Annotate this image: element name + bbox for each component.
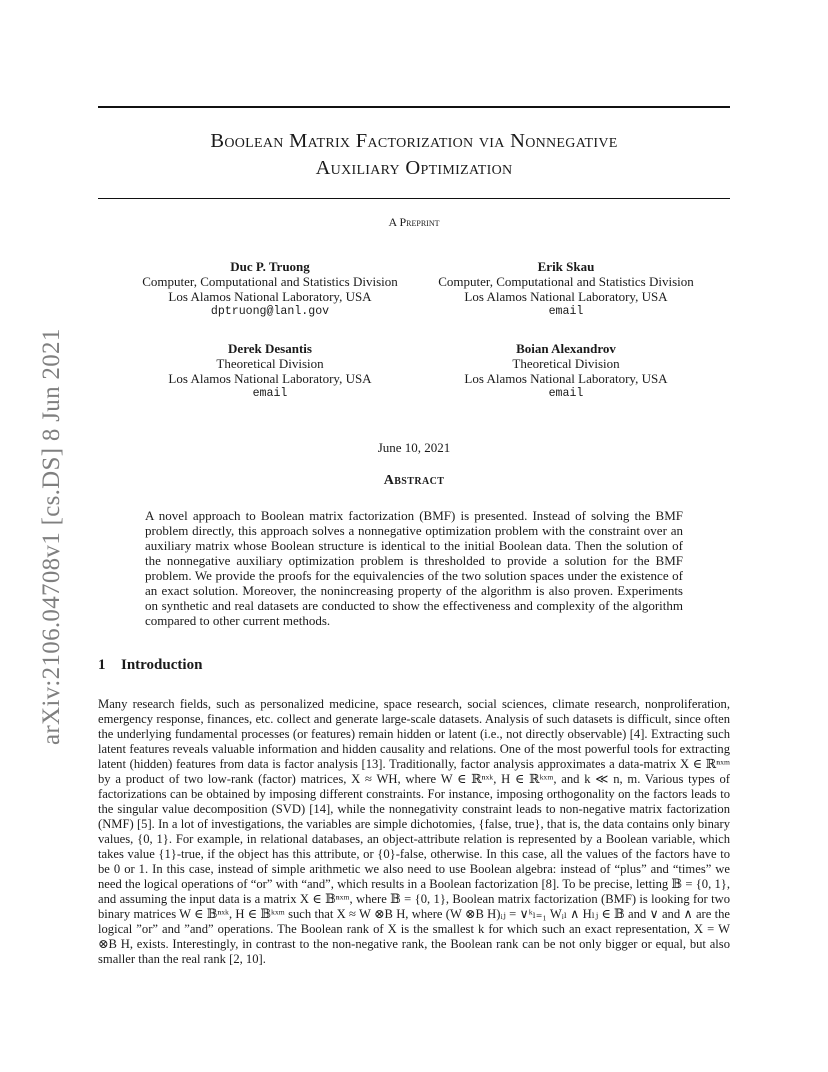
paper-title [98,128,730,182]
author-affiliation: Theoretical Division [216,356,324,371]
abstract-heading: Abstract [383,473,445,488]
preprint-label: A Preprint [388,215,440,229]
author-block [406,341,726,401]
author-affiliation: Theoretical Division [512,356,620,371]
author-institution: Los Alamos National Laboratory, USA [168,371,372,386]
author-block [110,341,430,401]
author-name: Erik Skau [537,259,595,274]
author-institution: Los Alamos National Laboratory, USA [464,371,668,386]
section-number: 1 [98,657,106,673]
author-institution: Los Alamos National Laboratory, USA [464,289,668,304]
author-institution: Los Alamos National Laboratory, USA [168,289,372,304]
section-heading [98,657,202,674]
author-email: email [252,387,288,400]
title-rule-bottom [98,198,730,199]
paper-title-line-2: Auxiliary Optimization [315,157,513,179]
arxiv-identifier: arXiv:2106.04708v1 [cs.DS] 8 Jun 2021 [38,328,65,745]
author-email: email [548,387,584,400]
author-email: email [548,305,584,318]
author-block [110,259,430,319]
author-name: Boian Alexandrov [516,341,616,356]
publication-date: June 10, 2021 [377,440,451,455]
author-block [406,259,726,319]
abstract-text: A novel approach to Boolean matrix factorization (BMF) is presented. Instead of solving the BMF problem directly, this approach solves a nonnegative optimization problem with the constraint over an auxiliary matrix whose Boolean structure is identical to the initial Boolean data. Then the solution of the nonnegative auxiliary optimization problem is thresholded to provide a solution for the BMF problem. We provide the proofs for the equivalencies of the two solution spaces under the existence of an exact solution. Moreover, the nonincreasing property of the algorithm is also proven. Experiments on synthetic and real datasets are conducted to show the effectiveness and complexity of the algorithm compared to other current methods. [145,508,683,628]
author-email: dptruong@lanl.gov [210,305,330,318]
paper-title-line-1: Boolean Matrix Factorization via Nonnegative [210,130,618,152]
section-title: Introduction [121,657,203,673]
author-name: Duc P. Truong [230,259,310,274]
author-affiliation: Computer, Computational and Statistics Division [142,274,398,289]
introduction-paragraph: Many research fields, such as personalized medicine, space research, social sciences, climate research, nonproliferation, emergency response, finances, etc. collect and generate large-scale datasets. Analysis of such datasets is difficult, since often the underlying fundamental processes (or features) remain hidden or latent (i.e., not directly observable) [4]. Extracting such latent features reveals valuable information and hidden causality and relations. One of the most powerful tools for extracting latent (hidden) features from data is factor analysis [13]. Traditionally, factor analysis approximates a data-matrix X ∈ ℝⁿˣᵐ by a product of two low-rank (factor) matrices, X ≈ WH, where W ∈ ℝⁿˣᵏ, H ∈ ℝᵏˣᵐ, and k ≪ n, m. Various types of factorizations can be obtained by imposing different constraints. For instance, imposing orthogonality on the factors leads to the singular value decomposition (SVD) [14], while the nonnegativity constraint leads to non-negative matrix factorization (NMF) [5]. In a lot of investigations, the variables are simple dichotomies, {false, true}, that is, the data contains only binary values, {0, 1}. For example, in relational databases, an object-attribute relation is represented by a Boolean variable, which takes value {1}-true, if the object has this attribute, or {0}-false, otherwise. In this case, all the values of the factors have to be 0 or 1. In this case, instead of simple arithmetic we also need to use Boolean algebra: instead of “plus” and “times” we need the logical operations of “or” with “and”, which results in a Boolean factorization [8]. To be precise, letting 𝔹 = {0, 1}, and assuming the input data is a matrix X ∈ 𝔹ⁿˣᵐ, where 𝔹 = {0, 1}, Boolean matrix factorization (BMF) is looking for two binary matrices W ∈ 𝔹ⁿˣᵏ, H ∈ 𝔹ᵏˣᵐ such that X ≈ W ⊗B H, where (W ⊗B H)ᵢⱼ = ∨ᵏₗ₌₁ Wᵢₗ ∧ Hₗⱼ ∈ 𝔹 and ∨ and ∧ are the logical ”or” and ”and” operations. The Boolean rank of X is the smallest k for which such an exact representation, X = W ⊗B H, exists. Interestingly, in contrast to the non-negative rank, the Boolean rank can be not only bigger or equal, but also smaller than the real rank [2, 10]. [98,697,730,966]
author-affiliation: Computer, Computational and Statistics Division [438,274,694,289]
author-name: Derek Desantis [228,341,312,356]
title-rule-top [98,106,730,108]
